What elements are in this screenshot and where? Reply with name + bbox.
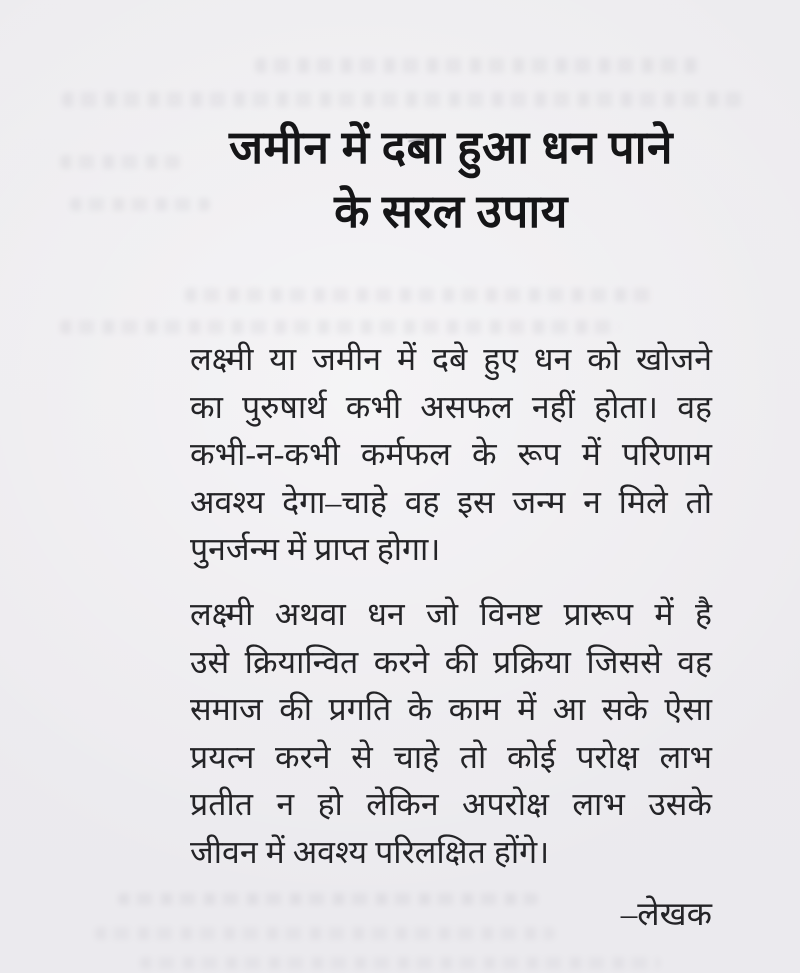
paragraph-1-line: कभी-न-कभी कर्मफल के रूप में परिणाम (190, 436, 712, 473)
paragraph-2 (190, 591, 712, 877)
bleed-through-artifact (60, 320, 620, 334)
chapter-title-line-1: जमीन में दबा हुआ धन पाने (228, 122, 674, 173)
bleed-through-artifact (185, 288, 655, 302)
paragraph-2-line: प्रयत्न करने से चाहे तो कोई परोक्ष लाभ (190, 738, 712, 775)
paragraph-2-line: समाज की प्रगति के काम में आ सके ऐसा (190, 691, 712, 728)
paragraph-2-line: लक्ष्मी अथवा धन जो विनष्ट प्रारूप में है (190, 596, 712, 632)
author-signature: –लेखक (620, 897, 712, 933)
paragraph-1-line: पुनर्जन्म में प्राप्त होगा। (190, 531, 441, 568)
paragraph-1 (190, 336, 712, 574)
paragraph-2-line: प्रतीत न हो लेकिन अपरोक्ष लाभ उसके (190, 786, 712, 823)
chapter-title-line-2: के सरल उपाय (334, 186, 568, 237)
paragraph-1-line: का पुरुषार्थ कभी असफल नहीं होता। वह (190, 388, 712, 425)
bleed-through-artifact (70, 198, 210, 211)
bleed-through-artifact (62, 92, 742, 107)
paragraph-2-line: जीवन में अवश्य परिलक्षित होंगे। (190, 833, 550, 870)
bleed-through-artifact (255, 58, 700, 73)
chapter-title (190, 116, 712, 244)
bleed-through-artifact (60, 155, 180, 169)
paragraph-1-line: अवश्य देगा–चाहे वह इस जन्म न मिले तो (190, 483, 712, 520)
paragraph-1-line: लक्ष्मी या जमीन में दबे हुए धन को खोजने (190, 341, 712, 377)
paragraph-2-line: उसे क्रियान्वित करने की प्रक्रिया जिससे वह (190, 643, 712, 680)
bleed-through-artifact (140, 957, 660, 969)
